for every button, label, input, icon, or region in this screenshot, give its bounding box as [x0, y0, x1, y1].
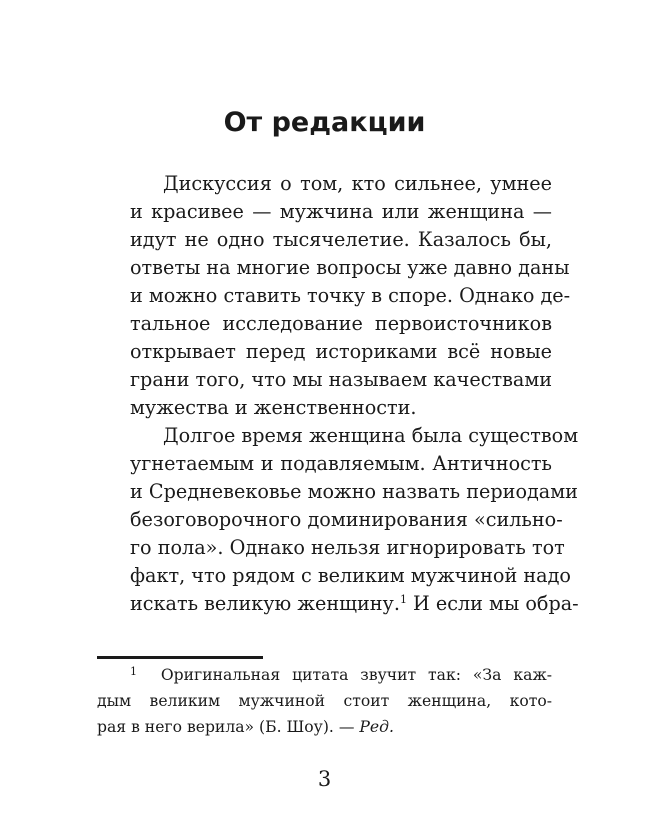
text-line: Дискуссия о том, кто сильнее, умнее: [163, 172, 552, 195]
text-line: го пола». Однако нельзя игнорировать тот: [130, 536, 565, 559]
text-line: тальное исследование первоисточников: [130, 312, 552, 335]
text-line: Долгое время женщина была существом: [163, 424, 579, 447]
text-line: мужества и женственности.: [130, 396, 417, 419]
editor-mark: Ред.: [359, 718, 394, 736]
main-text: [97, 170, 579, 618]
page-title: От редакции: [223, 107, 426, 138]
text-line: угнетаемым и подавляемым. Античность: [130, 452, 552, 475]
footnote-reference[interactable]: 1: [399, 593, 407, 606]
text-line: факт, что рядом с великим мужчиной надо: [130, 564, 571, 587]
footnote-line: дым великим мужчиной стоит женщина, кото-: [97, 692, 552, 710]
text-line: [97, 590, 579, 618]
footnote: [97, 662, 552, 740]
text-line: и можно ставить точку в споре. Однако де-: [130, 284, 571, 307]
paragraph-2: [97, 422, 579, 618]
text-line: открывает перед историками всё новые: [130, 340, 552, 363]
footnote-line: [97, 714, 552, 740]
text-line: грани того, что мы называем качествами: [130, 368, 553, 391]
text-line: ответы на многие вопросы уже давно даны: [130, 256, 570, 279]
text-fragment: искать великую женщину.: [130, 592, 400, 615]
text-line: и красивее — мужчина или женщина —: [130, 200, 552, 223]
footnote-text: Оригинальная цитата звучит так: «За каж-: [160, 666, 553, 684]
footnote-line: [97, 662, 552, 688]
paragraph-1: [97, 170, 571, 422]
footnote-text: рая в него верила» (Б. Шоу). —: [97, 718, 360, 736]
footnote-divider: [97, 656, 263, 659]
text-line: безоговорочного доминирования «сильно-: [130, 508, 563, 531]
text-line: и Средневековье можно назвать периодами: [130, 480, 578, 503]
text-line: идут не одно тысячелетие. Казалось бы,: [130, 228, 552, 251]
text-fragment: И если мы обра-: [406, 592, 579, 615]
footnote-number: 1: [130, 665, 137, 678]
page-number: 3: [317, 767, 332, 791]
